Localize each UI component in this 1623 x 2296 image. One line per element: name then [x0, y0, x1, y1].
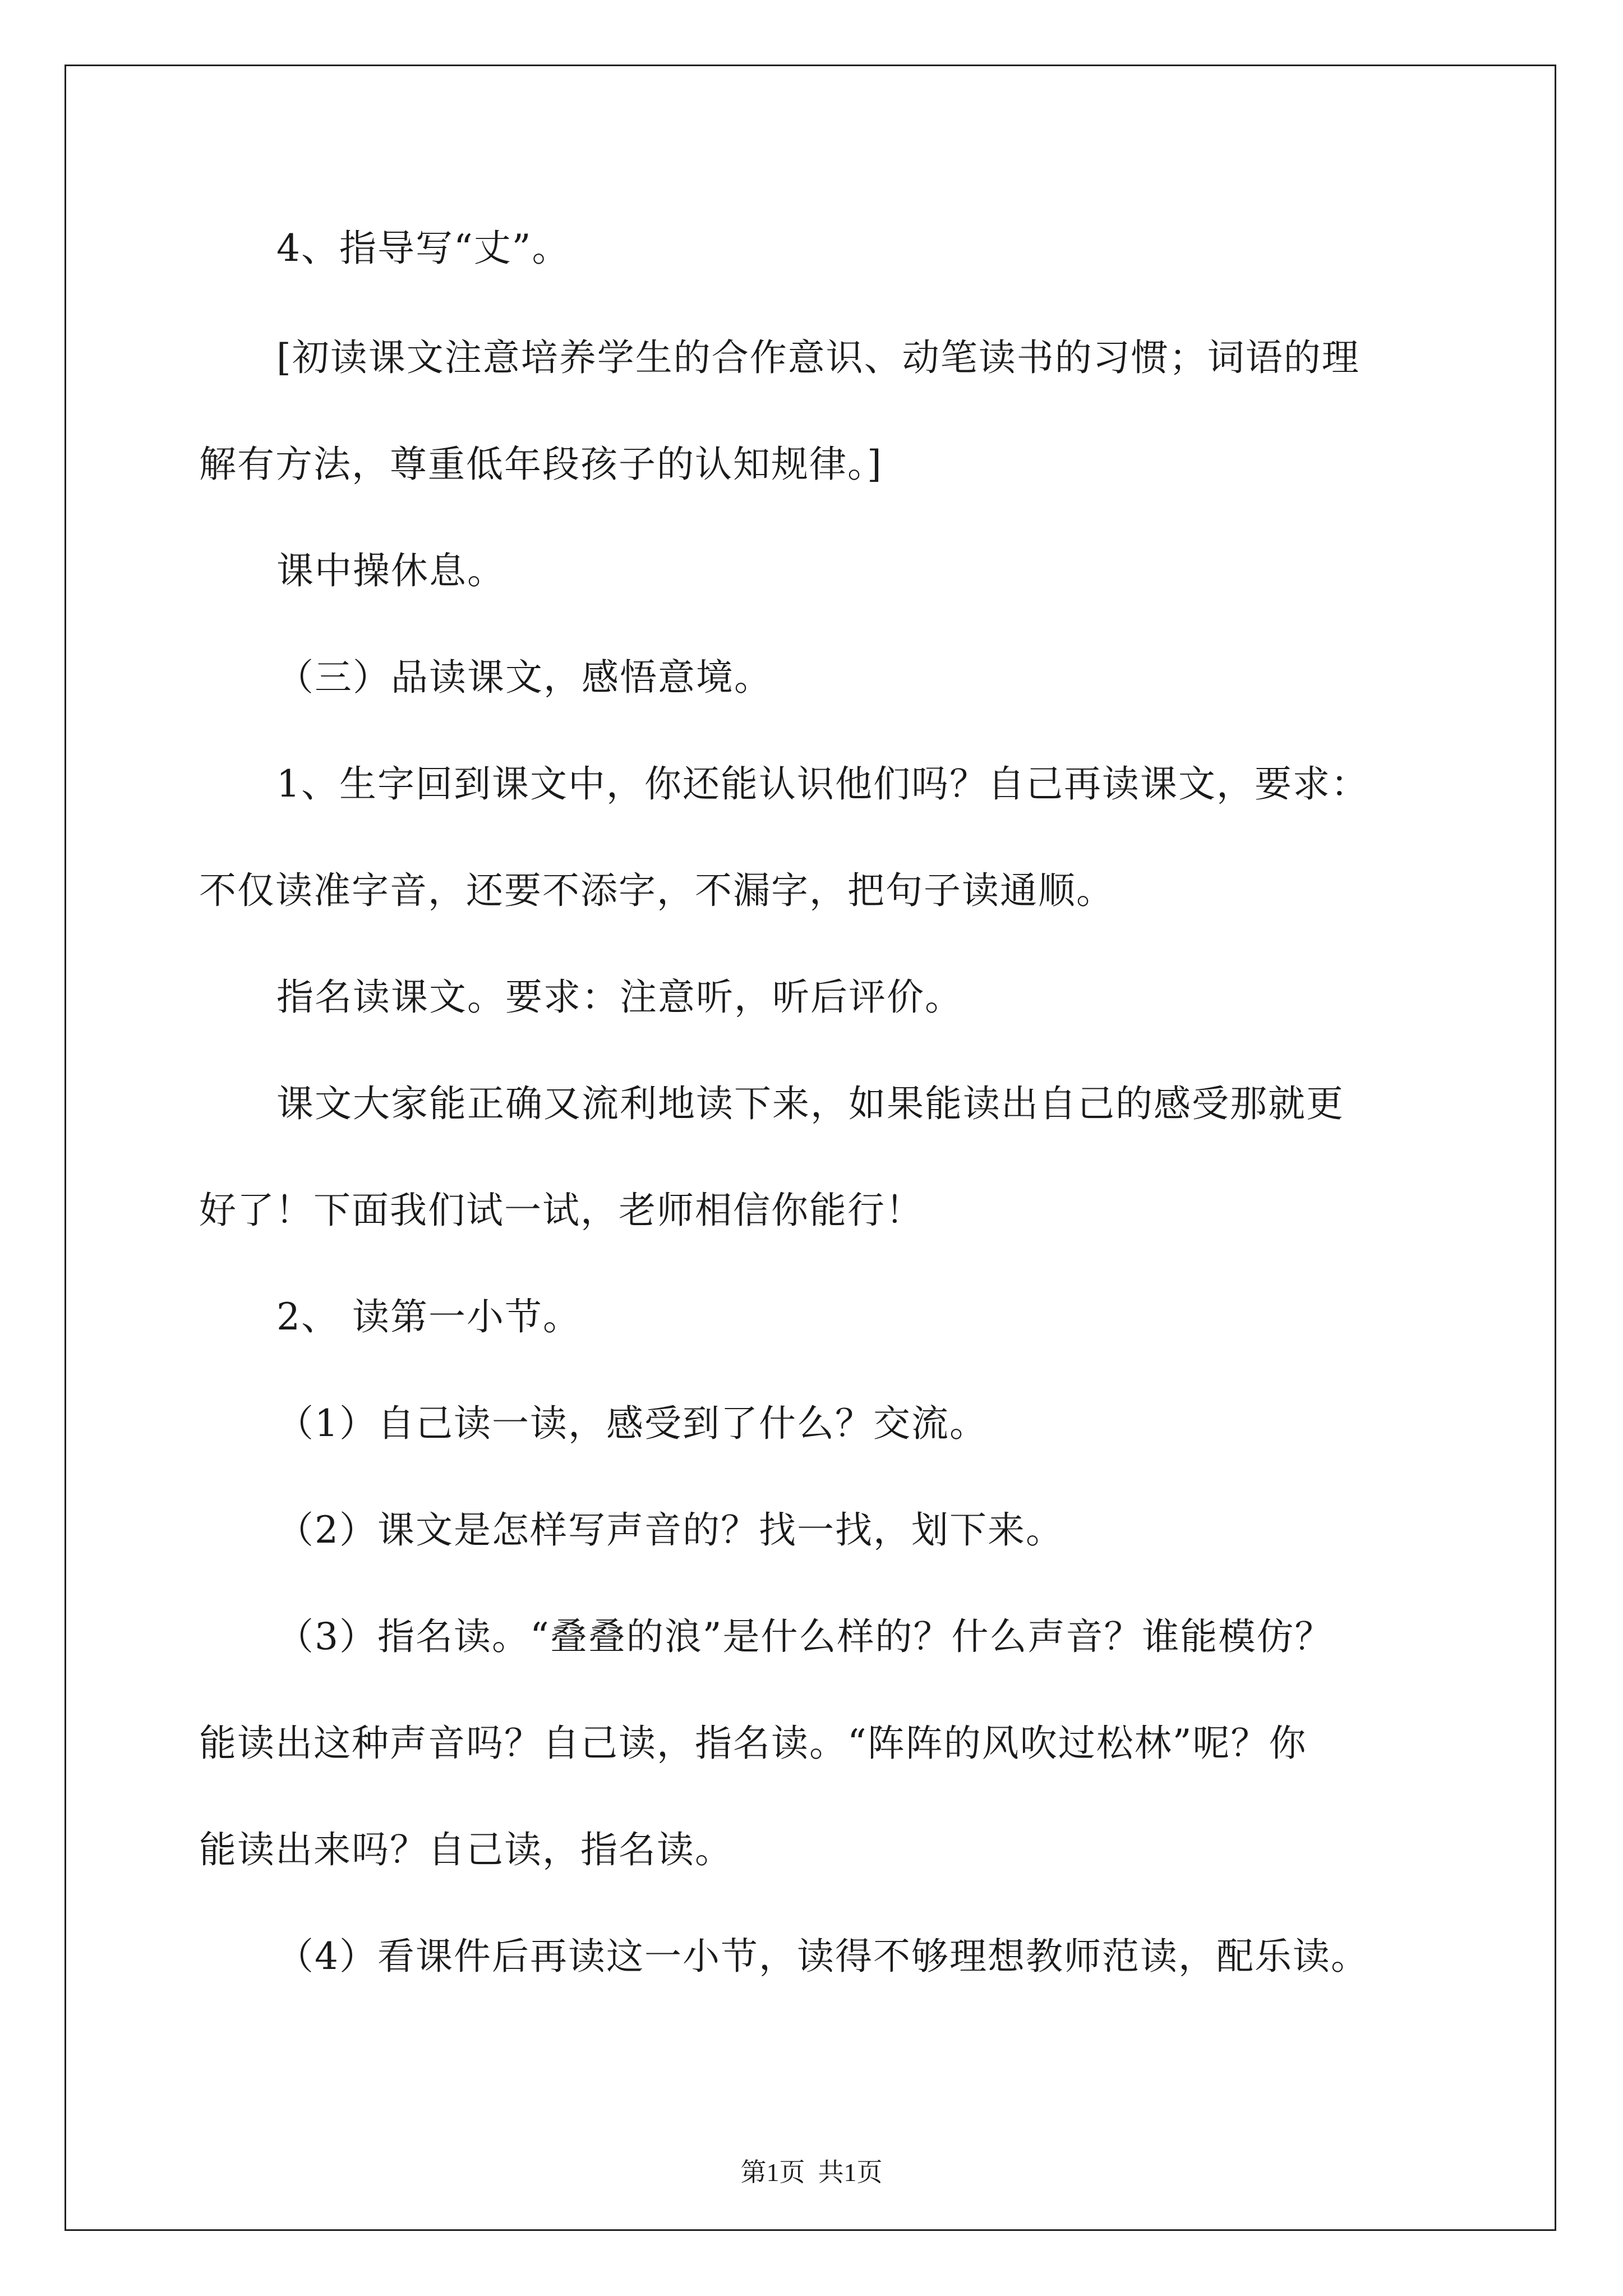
page-border [64, 65, 1556, 2231]
text-line: 能读出来吗？自己读，指名读。 [199, 1828, 733, 1871]
text-line: 课中操休息。 [276, 549, 505, 592]
text-line: 不仅读准字音，还要不添字，不漏字，把句子读通顺。 [199, 869, 1114, 912]
text-line: （1）自己读一读，感受到了什么？交流。 [276, 1402, 988, 1445]
text-line: 2、 读第一小节。 [276, 1295, 581, 1338]
page-footer: 第1页 共1页 [740, 2158, 883, 2187]
text-line: （三）品读课文，感悟意境。 [276, 656, 772, 699]
text-line: （2）课文是怎样写声音的？找一找，划下来。 [276, 1508, 1064, 1552]
text-line: 课文大家能正确又流利地读下来，如果能读出自己的感受那就更 [276, 1082, 1344, 1125]
text-line: （4）看课件后再读这一小节，读得不够理想教师范读，配乐读。 [276, 1935, 1369, 1978]
text-line: 4、指导写“丈”。 [276, 227, 570, 270]
text-line: 1、生字回到课文中，你还能认识他们吗？自己再读课文，要求： [276, 762, 1369, 806]
text-line: 解有方法，尊重低年段孩子的认知规律。] [199, 443, 883, 486]
text-line: 好了！下面我们试一试，老师相信你能行！ [199, 1189, 924, 1232]
text-line: （3）指名读。“叠叠的浪”是什么样的？什么声音？谁能模仿？ [276, 1615, 1333, 1658]
text-line: 能读出这种声音吗？自己读，指名读。“阵阵的风吹过松林”呢？你 [199, 1722, 1307, 1765]
text-line: [初读课文注意培养学生的合作意识、动笔读书的习惯；词语的理 [276, 336, 1360, 379]
text-line: 指名读课文。要求：注意听，听后评价。 [276, 976, 963, 1019]
